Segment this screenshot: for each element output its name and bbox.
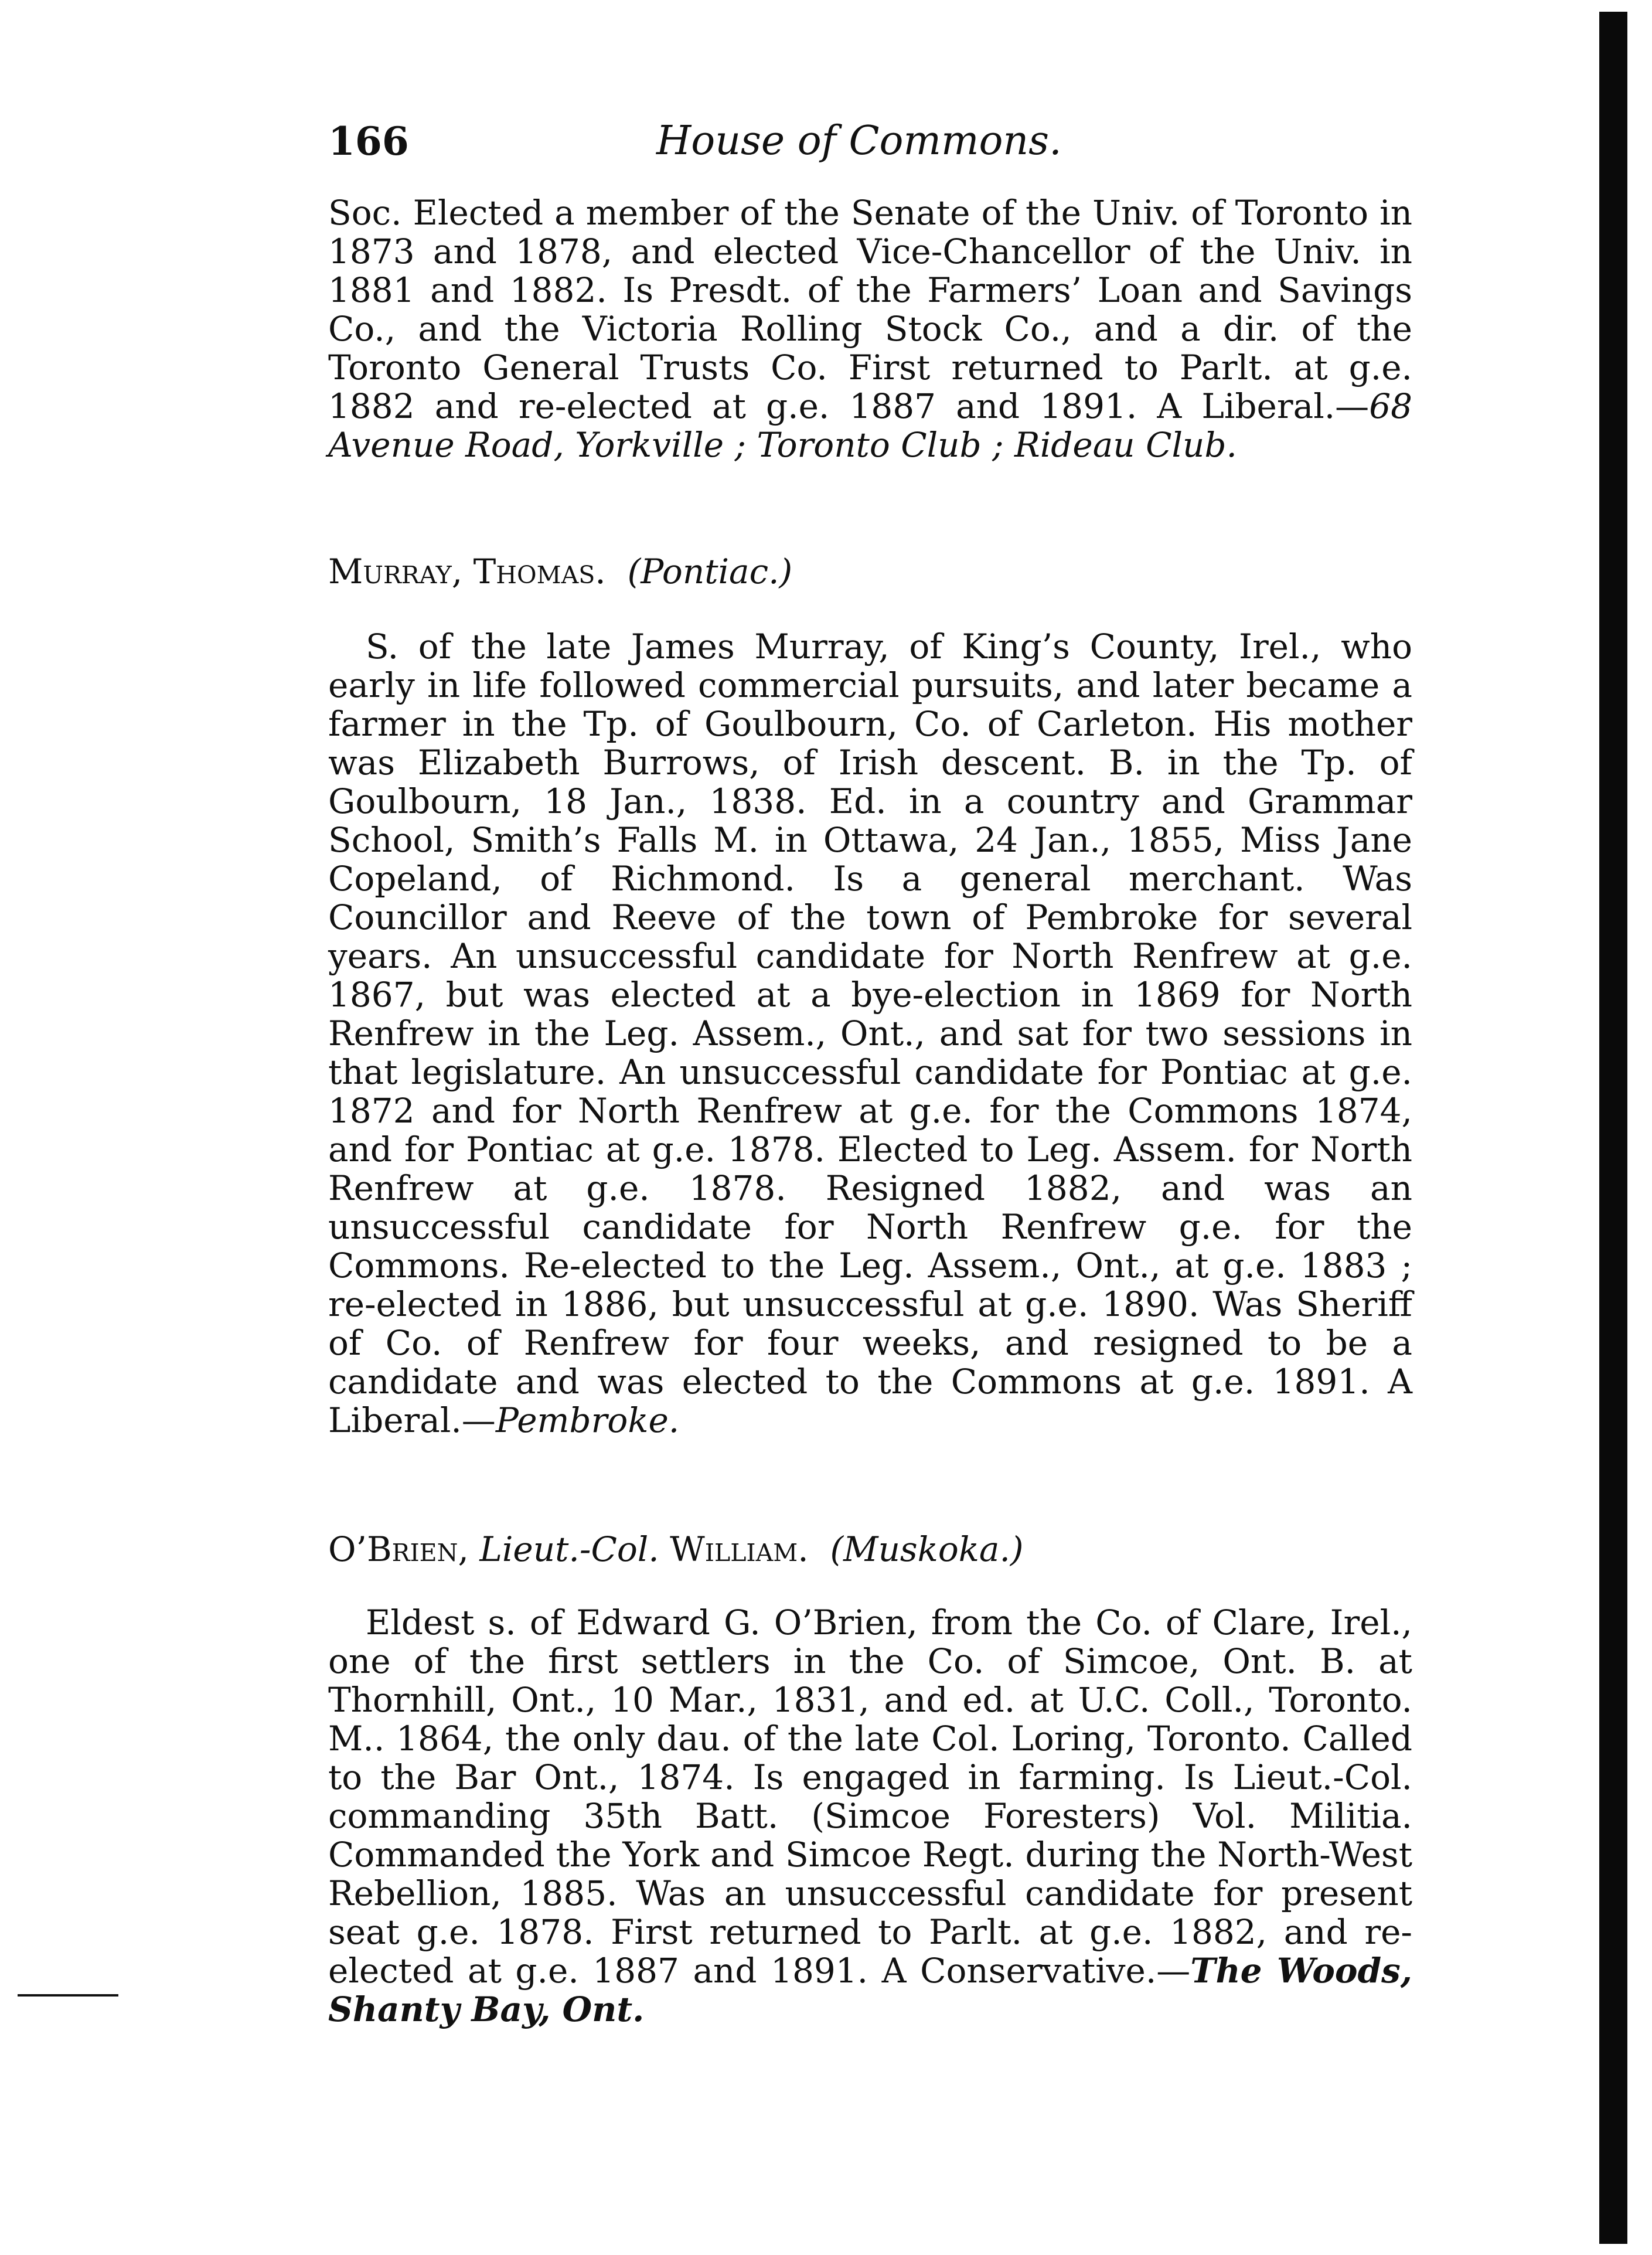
entry-surname: Murray, bbox=[328, 552, 463, 591]
entry-given-name: William. bbox=[670, 1529, 809, 1569]
entry-surname: O’Brien, bbox=[328, 1529, 469, 1569]
entry-heading-murray bbox=[328, 552, 1412, 591]
entry-address: Pembroke. bbox=[495, 1400, 680, 1440]
entry-text: S. of the late James Murray, of King’s County, Irel., who early in life followed commercial pursuits, and later became a farmer in the Tp. of Goulbourn, Co. of Carleton. His mother was Elizabeth Burrows, of Irish descent. B. in the Tp. of Goulbourn, 18 Jan., 1838. Ed. in a country and Grammar School, Smith’s Falls M. in Ottawa, 24 Jan., 1855, Miss Jane Copeland, of Richmond. Is a general merchant. Was Councillor and Reeve of the town of Pembroke for several years. An unsuccessful candidate for North Renfrew at g.e. 1867, but was elected at a bye-election in 1869 for North Renfrew in the Leg. Assem., Ont., and sat for two sessions in that legislature. An unsuccessful candidate for Pontiac at g.e. 1872 and for North Renfrew at g.e. for the Commons 1874, and for Pontiac at g.e. 1878. Elected to Leg. Assem. for North Renfrew at g.e. 1878. Resigned 1882, and was an unsuccessful candidate for North Renfrew g.e. for the Commons. Re-elected to the Leg. Assem., Ont., at g.e. 1883 ; re-elected in 1886, but unsuccessful at g.e. 1890. Was Sheriff of Co. of Renfrew for four weeks, and resigned to be a candidate and was elected to the Commons at g.e. 1891. A Liberal.— bbox=[328, 627, 1412, 1440]
margin-rule bbox=[18, 1994, 118, 1996]
entry-constituency: (Pontiac.) bbox=[627, 552, 793, 591]
entry-body-obrien bbox=[328, 1603, 1412, 2029]
running-title: House of Commons. bbox=[656, 118, 1062, 164]
page-number: 166 bbox=[328, 118, 409, 164]
entry-text: Eldest s. of Edward G. O’Brien, from the Co. of Clare, Irel., one of the first settlers in the Co. of Simcoe, Ont. B. at Thornhill, Ont., 10 Mar., 1831, and ed. at U.C. Coll., Toronto. M.. 1864, the only dau. of the late Col. Loring, Toronto. Called to the Bar Ont., 1874. Is engaged in farming. Is Lieut.-Col. commanding 35th Batt. (Simcoe Foresters) Vol. Militia. Commanded the York and Simcoe Regt. during the North-West Rebellion, 1885. Was an unsuccessful candidate for present seat g.e. 1878. First returned to Parlt. at g.e. 1882, and re-elected at g.e. 1887 and 1891. A Conservative.— bbox=[328, 1603, 1412, 1991]
entry-given-name: Thomas. bbox=[473, 552, 606, 591]
continuation-address: 68 Avenue Road, Yorkville ; Toronto Club ; Rideau Club. bbox=[328, 386, 1412, 465]
continuation-paragraph bbox=[328, 193, 1412, 464]
entry-heading-obrien bbox=[328, 1530, 1412, 1569]
entry-rank: Lieut.-Col. bbox=[479, 1529, 659, 1569]
entry-constituency: (Muskoka.) bbox=[830, 1529, 1024, 1569]
page-edge-shadow bbox=[1599, 12, 1627, 2244]
entry-body-murray bbox=[328, 627, 1412, 1440]
entry-address: The Woods, Shanty Bay, Ont. bbox=[328, 1951, 1412, 2029]
continuation-text: Soc. Elected a member of the Senate of the Univ. of Toronto in 1873 and 1878, and elected Vice-Chancellor of the Univ. in 1881 and 1882. Is Presdt. of the Farmers’ Loan and Savings Co., and the Victoria Rolling Stock Co., and a dir. of the Toronto General Trusts Co. First returned to Parlt. at g.e. 1882 and re-elected at g.e. 1887 and 1891. A Liberal.— bbox=[328, 193, 1412, 426]
page-header bbox=[328, 115, 1406, 168]
